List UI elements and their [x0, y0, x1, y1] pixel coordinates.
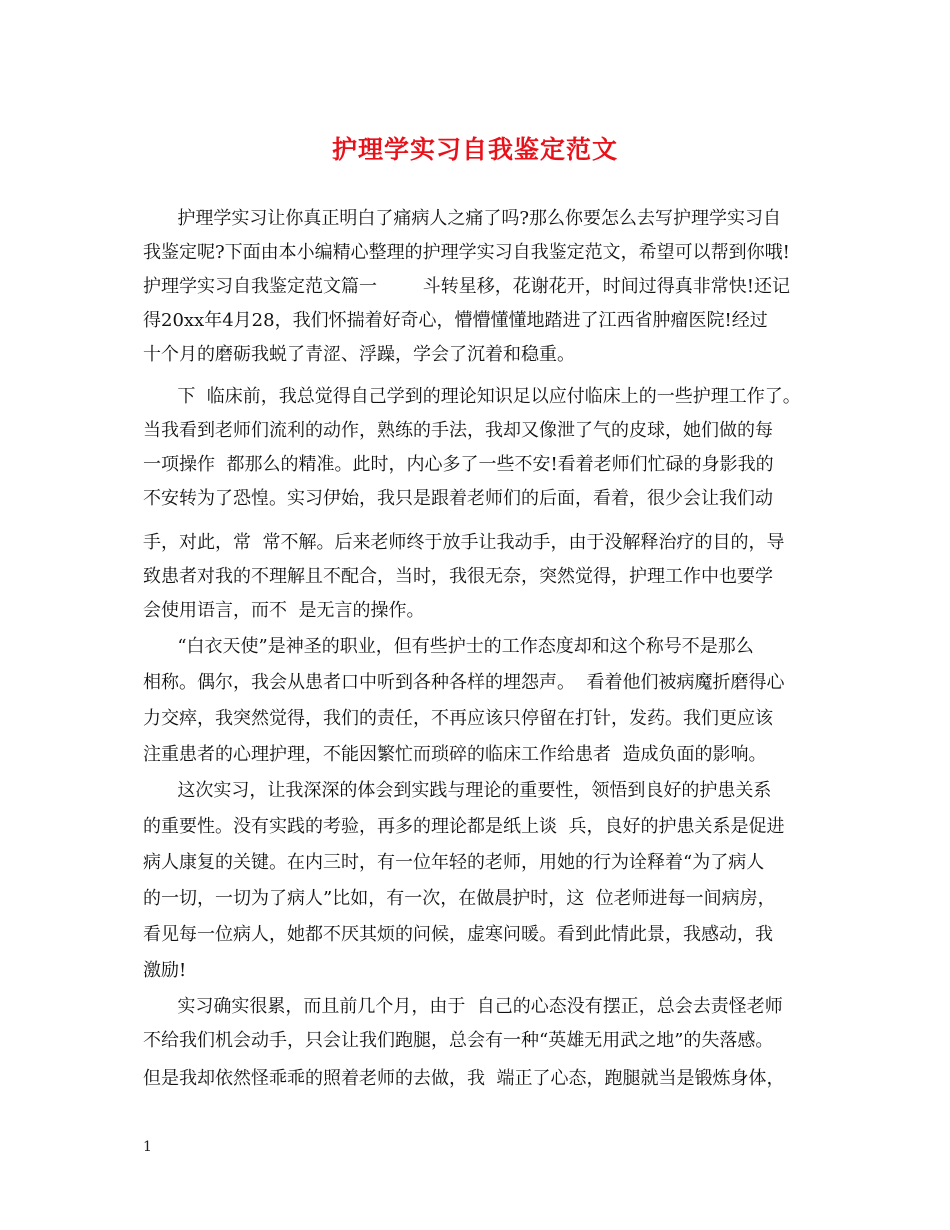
body-line: 不安转为了恐惶。实习伊始，我只是跟着老师们的后面，看着，很少会让我们动 [143, 488, 773, 509]
page-number: 1 [143, 1139, 152, 1155]
body-line: 相称。偶尔，我会从患者口中听到各种各样的埋怨声。 看着他们被病魔折磨得心 [143, 672, 785, 693]
body-line: 一项操作 都那么的精准。此时，内心多了一些不安!看着老师们忙碌的身影我的 [143, 454, 774, 475]
body-line: 手，对此，常 常不解。后来老师终于放手让我动手，由于没解释治疗的目的，导 [143, 532, 785, 553]
body-line: “白衣天使”是神圣的职业，但有些护士的工作态度却和这个称号不是那么 [143, 636, 754, 657]
body-line: 会使用语言，而不 是无言的操作。 [143, 600, 425, 621]
body-line: 实习确实很累，而且前几个月，由于 自己的心态没有摆正，总会去责怪老师 [143, 996, 783, 1017]
body-line: 下 临床前，我总觉得自己学到的理论知识足以应付临床上的一些护理工作了。 [143, 386, 801, 407]
body-line: 病人康复的关键。在内三时，有一位年轻的老师，用她的行为诠释着“为了病人 [143, 852, 765, 873]
body-line: 致患者对我的不理解且不配合，当时，我很无奈，突然觉得，护理工作中也要学 [143, 566, 773, 587]
body-line: 护理学实习让你真正明白了痛病人之痛了吗?那么你要怎么去写护理学实习自 [143, 208, 781, 229]
document-title: 护理学实习自我鉴定范文 [331, 135, 618, 164]
body-line: 的一切，一切为了病人”比如，有一次，在做晨护时，这 位老师进每一间病房， [143, 888, 776, 909]
body-line: 这次实习，让我深深的体会到实践与理论的重要性，领悟到良好的护患关系 [143, 780, 772, 801]
body-line: 十个月的磨砺我蜕了青涩、浮躁，学会了沉着和稳重。 [143, 344, 575, 365]
body-line: 当我看到老师们流利的动作，熟练的手法，我却又像泄了气的皮球，她们做的每 [143, 420, 773, 441]
body-line: 不给我们机会动手，只会让我们跑腿，总会有一种“英雄无用武之地”的失落感。 [143, 1030, 774, 1051]
body-line: 注重患者的心理护理，不能因繁忙而琐碎的临床工作给患者 造成负面的影响。 [143, 744, 767, 765]
body-line: 我鉴定呢?下面由本小编精心整理的护理学实习自我鉴定范文，希望可以帮到你哦! [143, 242, 790, 263]
body-line: 激励! [143, 960, 187, 981]
body-line: 的重要性。没有实践的考验，再多的理论都是纸上谈 兵，良好的护患关系是促进 [143, 816, 785, 837]
body-line: 看见每一位病人，她都不厌其烦的问候，虚寒问暖。看到此情此景，我感动，我 [143, 924, 773, 945]
body-line: 护理学实习自我鉴定范文篇一 斗转星移，花谢花开，时间过得真非常快!还记 [143, 276, 791, 297]
body-line: 得20xx年4月28，我们怀揣着好奇心，懵懵懂懂地踏进了江西省肿瘤医院!经过 [143, 310, 768, 331]
body-line: 但是我却依然怪乖乖的照着老师的去做，我 端正了心态，跑腿就当是锻炼身体， [143, 1068, 785, 1089]
body-line: 力交瘁，我突然觉得，我们的责任，不再应该只停留在打针，发药。我们更应该 [143, 708, 773, 729]
